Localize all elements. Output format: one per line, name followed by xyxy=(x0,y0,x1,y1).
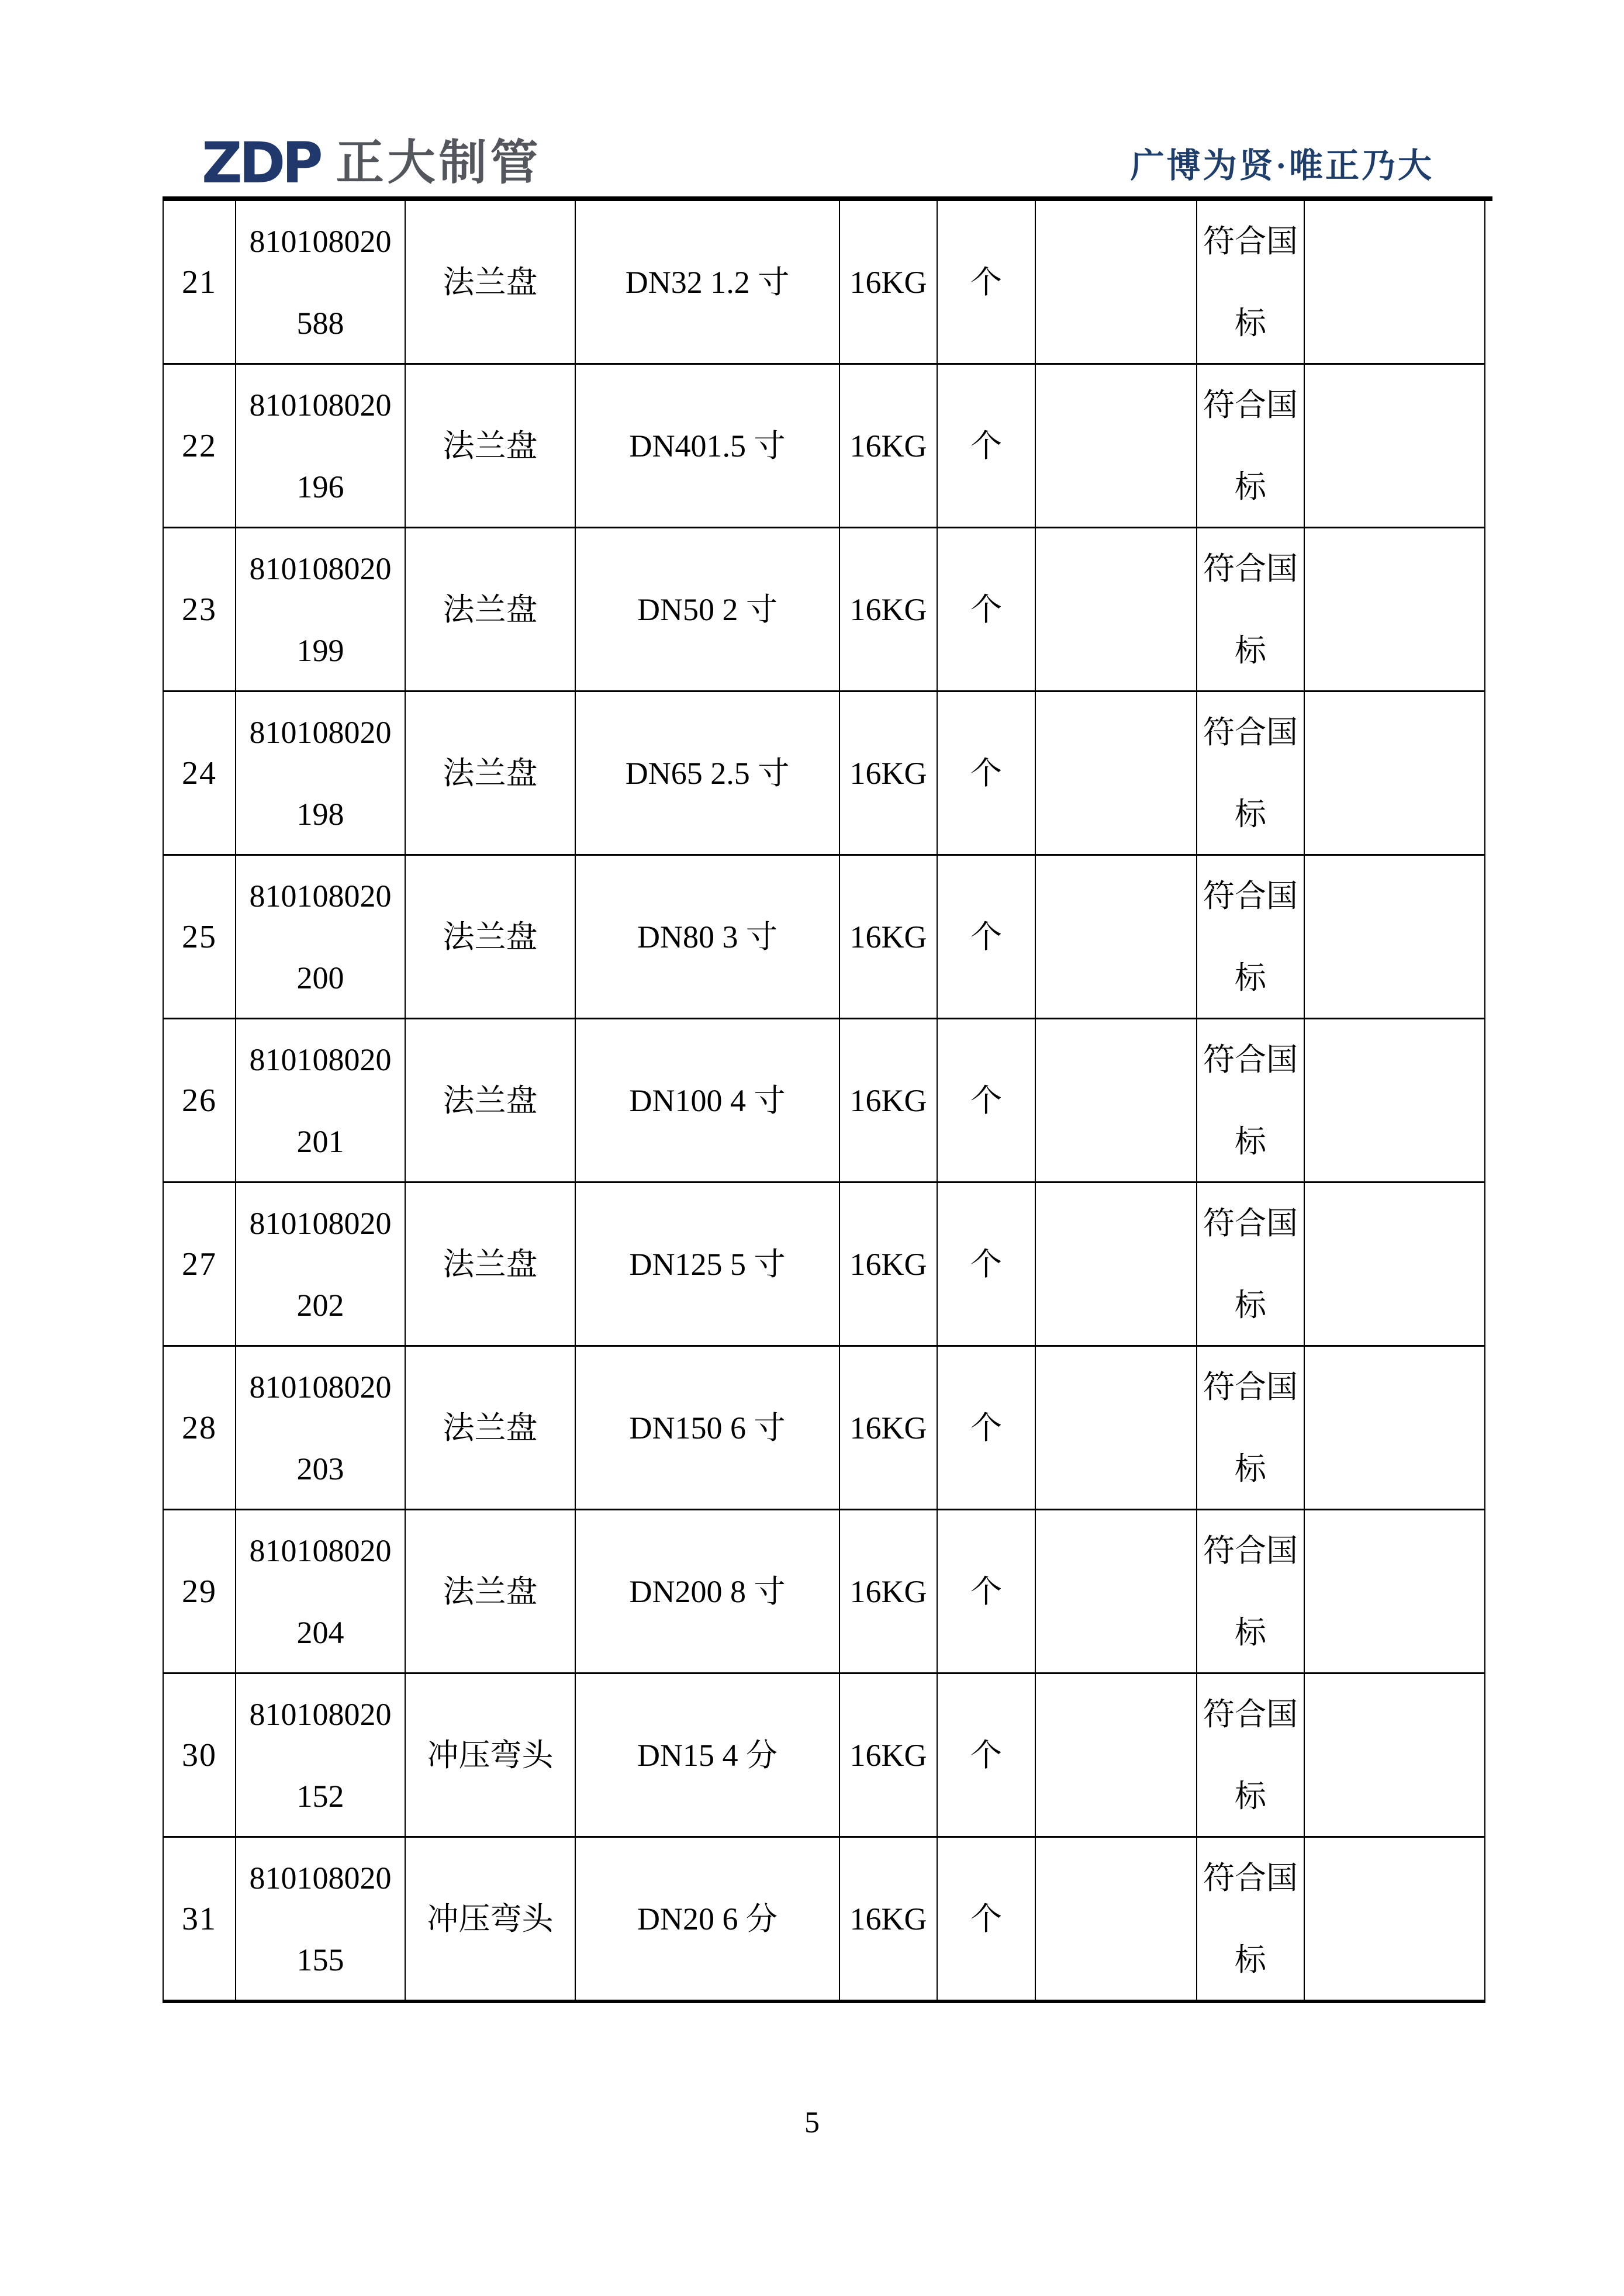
cell-spec: DN80 3 寸 xyxy=(576,856,840,1018)
cell-note xyxy=(1305,692,1484,854)
cell-pressure: 16KG xyxy=(840,692,938,854)
code-line-2: 199 xyxy=(296,632,344,668)
company-name: 正大制管 xyxy=(336,136,542,189)
cell-seq: 26 xyxy=(164,1019,236,1181)
cell-quantity xyxy=(1036,365,1197,527)
cell-quantity xyxy=(1036,1674,1197,1836)
cell-note xyxy=(1305,1019,1484,1181)
cell-code xyxy=(236,1510,406,1672)
code-line-1: 810108020 xyxy=(249,387,392,423)
cell-code xyxy=(236,1674,406,1836)
cell-unit: 个 xyxy=(938,1838,1036,2000)
company-slogan: 广博为贤·唯正乃大 xyxy=(1130,147,1434,185)
cell-product-name: 法兰盘 xyxy=(406,201,576,363)
cell-remark xyxy=(1197,1510,1305,1672)
remark-line-1: 符合国 xyxy=(1203,1533,1298,1568)
cell-unit: 个 xyxy=(938,1674,1036,1836)
code-line-2: 152 xyxy=(296,1778,344,1814)
table-row xyxy=(164,365,1484,528)
cell-unit: 个 xyxy=(938,365,1036,527)
cell-quantity xyxy=(1036,1183,1197,1345)
cell-spec: DN401.5 寸 xyxy=(576,365,840,527)
remark-line-2: 标 xyxy=(1235,1451,1266,1486)
cell-pressure: 16KG xyxy=(840,201,938,363)
cell-pressure: 16KG xyxy=(840,1838,938,2000)
cell-spec: DN65 2.5 寸 xyxy=(576,692,840,854)
cell-code xyxy=(236,1019,406,1181)
remark-line-1: 符合国 xyxy=(1203,878,1298,914)
cell-spec: DN150 6 寸 xyxy=(576,1347,840,1509)
cell-unit: 个 xyxy=(938,1347,1036,1509)
cell-seq: 28 xyxy=(164,1347,236,1509)
cell-remark xyxy=(1197,692,1305,854)
cell-spec: DN100 4 寸 xyxy=(576,1019,840,1181)
code-line-2: 588 xyxy=(296,305,344,341)
remark-line-2: 标 xyxy=(1235,1778,1266,1814)
code-line-1: 810108020 xyxy=(249,223,392,259)
cell-product-name: 法兰盘 xyxy=(406,528,576,690)
cell-unit: 个 xyxy=(938,1183,1036,1345)
cell-unit: 个 xyxy=(938,856,1036,1018)
cell-unit: 个 xyxy=(938,528,1036,690)
cell-seq: 25 xyxy=(164,856,236,1018)
cell-remark xyxy=(1197,1019,1305,1181)
code-line-1: 810108020 xyxy=(249,1042,392,1077)
cell-pressure: 16KG xyxy=(840,1510,938,1672)
code-line-1: 810108020 xyxy=(249,1860,392,1896)
cell-seq: 24 xyxy=(164,692,236,854)
cell-quantity xyxy=(1036,1838,1197,2000)
table-row xyxy=(164,1674,1484,1838)
cell-pressure: 16KG xyxy=(840,1019,938,1181)
code-line-2: 203 xyxy=(296,1451,344,1486)
header-divider xyxy=(163,196,1492,201)
remark-line-2: 标 xyxy=(1235,1614,1266,1650)
code-line-1: 810108020 xyxy=(249,1533,392,1568)
page-number: 5 xyxy=(804,2106,820,2139)
code-line-1: 810108020 xyxy=(249,1696,392,1732)
remark-line-1: 符合国 xyxy=(1203,551,1298,586)
cell-note xyxy=(1305,1183,1484,1345)
cell-spec: DN200 8 寸 xyxy=(576,1510,840,1672)
cell-code xyxy=(236,528,406,690)
cell-spec: DN32 1.2 寸 xyxy=(576,201,840,363)
cell-remark xyxy=(1197,528,1305,690)
cell-note xyxy=(1305,528,1484,690)
cell-remark xyxy=(1197,1674,1305,1836)
table-row xyxy=(164,1347,1484,1510)
cell-quantity xyxy=(1036,1510,1197,1672)
cell-code xyxy=(236,365,406,527)
code-line-1: 810108020 xyxy=(249,1205,392,1241)
remark-line-2: 标 xyxy=(1235,1942,1266,1977)
cell-product-name: 法兰盘 xyxy=(406,1510,576,1672)
cell-note xyxy=(1305,1347,1484,1509)
remark-line-1: 符合国 xyxy=(1203,387,1298,423)
code-line-2: 196 xyxy=(296,469,344,504)
code-line-2: 204 xyxy=(296,1614,344,1650)
remark-line-1: 符合国 xyxy=(1203,1860,1298,1896)
table-row xyxy=(164,1183,1484,1347)
cell-code xyxy=(236,201,406,363)
cell-quantity xyxy=(1036,692,1197,854)
cell-remark xyxy=(1197,856,1305,1018)
cell-product-name: 法兰盘 xyxy=(406,692,576,854)
table-body xyxy=(164,201,1484,2000)
code-line-1: 810108020 xyxy=(249,1369,392,1405)
logo-mark-text: ZDP xyxy=(202,130,320,196)
cell-code xyxy=(236,1838,406,2000)
cell-spec: DN15 4 分 xyxy=(576,1674,840,1836)
cell-quantity xyxy=(1036,1347,1197,1509)
cell-remark xyxy=(1197,201,1305,363)
cell-pressure: 16KG xyxy=(840,1674,938,1836)
product-table xyxy=(163,201,1485,2003)
code-line-2: 198 xyxy=(296,796,344,832)
cell-product-name: 法兰盘 xyxy=(406,1183,576,1345)
code-line-2: 200 xyxy=(296,960,344,995)
cell-note xyxy=(1305,1838,1484,2000)
table-row xyxy=(164,1838,1484,2000)
table-row xyxy=(164,692,1484,856)
cell-seq: 29 xyxy=(164,1510,236,1672)
cell-note xyxy=(1305,856,1484,1018)
page-header xyxy=(0,0,1624,196)
cell-seq: 27 xyxy=(164,1183,236,1345)
cell-product-name: 冲压弯头 xyxy=(406,1674,576,1836)
cell-remark xyxy=(1197,1183,1305,1345)
remark-line-1: 符合国 xyxy=(1203,223,1298,259)
remark-line-2: 标 xyxy=(1235,305,1266,341)
cell-pressure: 16KG xyxy=(840,365,938,527)
cell-product-name: 法兰盘 xyxy=(406,1347,576,1509)
remark-line-2: 标 xyxy=(1235,796,1266,832)
cell-quantity xyxy=(1036,1019,1197,1181)
cell-spec: DN20 6 分 xyxy=(576,1838,840,2000)
code-line-1: 810108020 xyxy=(249,551,392,586)
remark-line-2: 标 xyxy=(1235,632,1266,668)
cell-spec: DN125 5 寸 xyxy=(576,1183,840,1345)
table-row xyxy=(164,1019,1484,1183)
cell-seq: 23 xyxy=(164,528,236,690)
table-row xyxy=(164,528,1484,692)
cell-product-name: 冲压弯头 xyxy=(406,1838,576,2000)
cell-remark xyxy=(1197,1347,1305,1509)
cell-seq: 22 xyxy=(164,365,236,527)
cell-code xyxy=(236,856,406,1018)
cell-pressure: 16KG xyxy=(840,1347,938,1509)
cell-product-name: 法兰盘 xyxy=(406,1019,576,1181)
cell-code xyxy=(236,1183,406,1345)
cell-pressure: 16KG xyxy=(840,528,938,690)
cell-product-name: 法兰盘 xyxy=(406,856,576,1018)
cell-note xyxy=(1305,201,1484,363)
cell-note xyxy=(1305,1674,1484,1836)
cell-seq: 30 xyxy=(164,1674,236,1836)
remark-line-2: 标 xyxy=(1235,960,1266,995)
code-line-1: 810108020 xyxy=(249,878,392,914)
cell-quantity xyxy=(1036,856,1197,1018)
remark-line-1: 符合国 xyxy=(1203,1696,1298,1732)
table-row xyxy=(164,856,1484,1019)
cell-quantity xyxy=(1036,201,1197,363)
cell-remark xyxy=(1197,365,1305,527)
remark-line-1: 符合国 xyxy=(1203,1205,1298,1241)
code-line-1: 810108020 xyxy=(249,714,392,750)
zdp-logo-icon xyxy=(202,130,320,196)
cell-seq: 31 xyxy=(164,1838,236,2000)
cell-note xyxy=(1305,1510,1484,1672)
cell-spec: DN50 2 寸 xyxy=(576,528,840,690)
cell-pressure: 16KG xyxy=(840,1183,938,1345)
code-line-2: 201 xyxy=(296,1123,344,1159)
cell-pressure: 16KG xyxy=(840,856,938,1018)
code-line-2: 155 xyxy=(296,1942,344,1977)
remark-line-1: 符合国 xyxy=(1203,714,1298,750)
remark-line-1: 符合国 xyxy=(1203,1369,1298,1405)
cell-unit: 个 xyxy=(938,1019,1036,1181)
code-line-2: 202 xyxy=(296,1287,344,1323)
cell-remark xyxy=(1197,1838,1305,2000)
cell-code xyxy=(236,692,406,854)
cell-unit: 个 xyxy=(938,1510,1036,1672)
cell-quantity xyxy=(1036,528,1197,690)
remark-line-2: 标 xyxy=(1235,469,1266,504)
remark-line-2: 标 xyxy=(1235,1287,1266,1323)
company-logo xyxy=(202,130,542,196)
cell-seq: 21 xyxy=(164,201,236,363)
cell-product-name: 法兰盘 xyxy=(406,365,576,527)
cell-note xyxy=(1305,365,1484,527)
cell-code xyxy=(236,1347,406,1509)
cell-unit: 个 xyxy=(938,201,1036,363)
remark-line-1: 符合国 xyxy=(1203,1042,1298,1077)
cell-unit: 个 xyxy=(938,692,1036,854)
remark-line-2: 标 xyxy=(1235,1123,1266,1159)
table-row xyxy=(164,1510,1484,1674)
table-row xyxy=(164,201,1484,365)
